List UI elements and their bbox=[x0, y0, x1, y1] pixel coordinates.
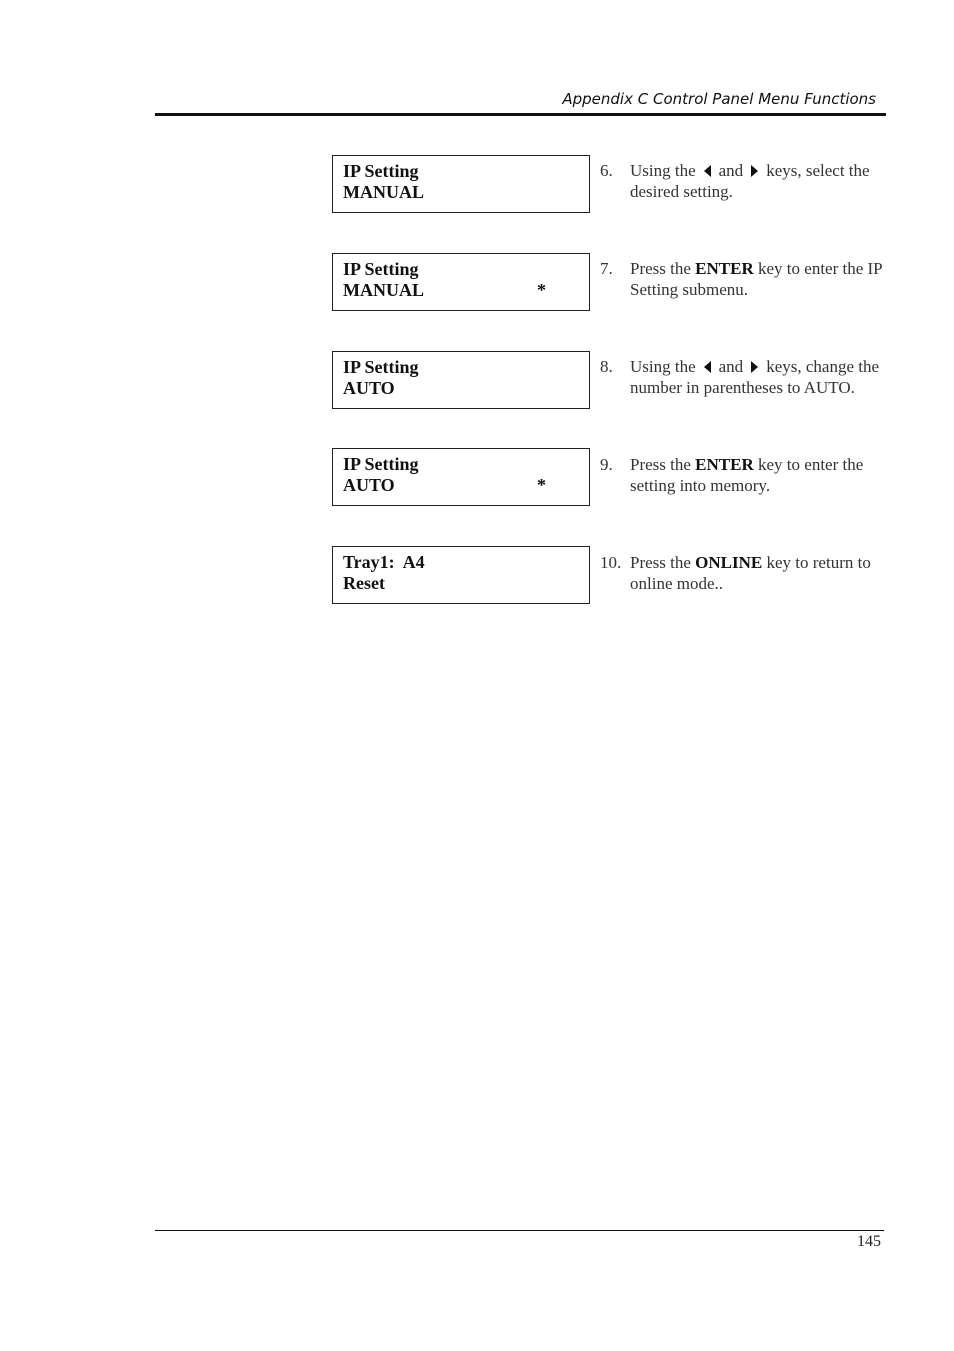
lcd-line-2: Reset bbox=[343, 573, 385, 593]
lcd-display-5 bbox=[332, 546, 590, 604]
lcd-line-1: IP Setting bbox=[343, 161, 419, 181]
lcd-selected-marker: * bbox=[537, 280, 546, 300]
lcd-line-2: MANUAL bbox=[343, 182, 424, 202]
footer-rule bbox=[155, 1230, 884, 1231]
step-text-post: key to enter the setting into memory. bbox=[630, 455, 864, 495]
page-number: 145 bbox=[857, 1233, 881, 1250]
step-text-pre: Press the bbox=[630, 553, 691, 572]
step-text-and: and bbox=[718, 161, 744, 180]
step-text-pre: Using the bbox=[630, 161, 696, 180]
header-rule bbox=[155, 113, 886, 116]
step-6 bbox=[600, 160, 890, 202]
step-text-post: keys, select the desired setting. bbox=[630, 161, 870, 201]
step-7 bbox=[600, 258, 890, 300]
lcd-line-1: Tray1: A4 bbox=[343, 552, 425, 572]
step-text bbox=[630, 552, 890, 594]
step-number: 7. bbox=[600, 259, 613, 278]
step-number: 10. bbox=[600, 553, 622, 572]
step-text-pre: Using the bbox=[630, 357, 696, 376]
enter-key-label: ENTER bbox=[695, 455, 754, 474]
step-text-post: key to enter the IP Setting submenu. bbox=[630, 259, 882, 299]
online-key-label: ONLINE bbox=[695, 553, 763, 572]
lcd-display-4 bbox=[332, 448, 590, 506]
step-text-post: keys, change the number in parentheses to AUTO. bbox=[630, 357, 880, 397]
left-arrow-key-icon bbox=[704, 165, 711, 177]
step-8 bbox=[600, 356, 890, 398]
running-header: Appendix C Control Panel Menu Functions bbox=[562, 90, 876, 108]
lcd-line-1: IP Setting bbox=[343, 454, 419, 474]
lcd-line-1: IP Setting bbox=[343, 357, 419, 377]
right-arrow-key-icon bbox=[751, 165, 758, 177]
step-text-pre: Press the bbox=[630, 455, 691, 474]
lcd-line-2: AUTO bbox=[343, 378, 395, 398]
step-number: 8. bbox=[600, 357, 613, 376]
lcd-display-1 bbox=[332, 155, 590, 213]
left-arrow-key-icon bbox=[704, 361, 711, 373]
step-text-post: key to return to online mode.. bbox=[630, 553, 871, 593]
step-text-and: and bbox=[718, 357, 744, 376]
lcd-line-1: IP Setting bbox=[343, 259, 419, 279]
step-number: 9. bbox=[600, 455, 613, 474]
lcd-display-3 bbox=[332, 351, 590, 409]
lcd-line-2: MANUAL bbox=[343, 280, 424, 300]
lcd-selected-marker: * bbox=[537, 475, 546, 495]
step-10 bbox=[600, 552, 890, 594]
step-text bbox=[630, 356, 890, 398]
lcd-display-2 bbox=[332, 253, 590, 311]
step-text bbox=[630, 258, 890, 300]
step-number: 6. bbox=[600, 161, 613, 180]
step-text bbox=[630, 160, 890, 202]
step-text-pre: Press the bbox=[630, 259, 691, 278]
lcd-line-2: AUTO bbox=[343, 475, 395, 495]
right-arrow-key-icon bbox=[751, 361, 758, 373]
step-text bbox=[630, 454, 890, 496]
enter-key-label: ENTER bbox=[695, 259, 754, 278]
step-9 bbox=[600, 454, 890, 496]
